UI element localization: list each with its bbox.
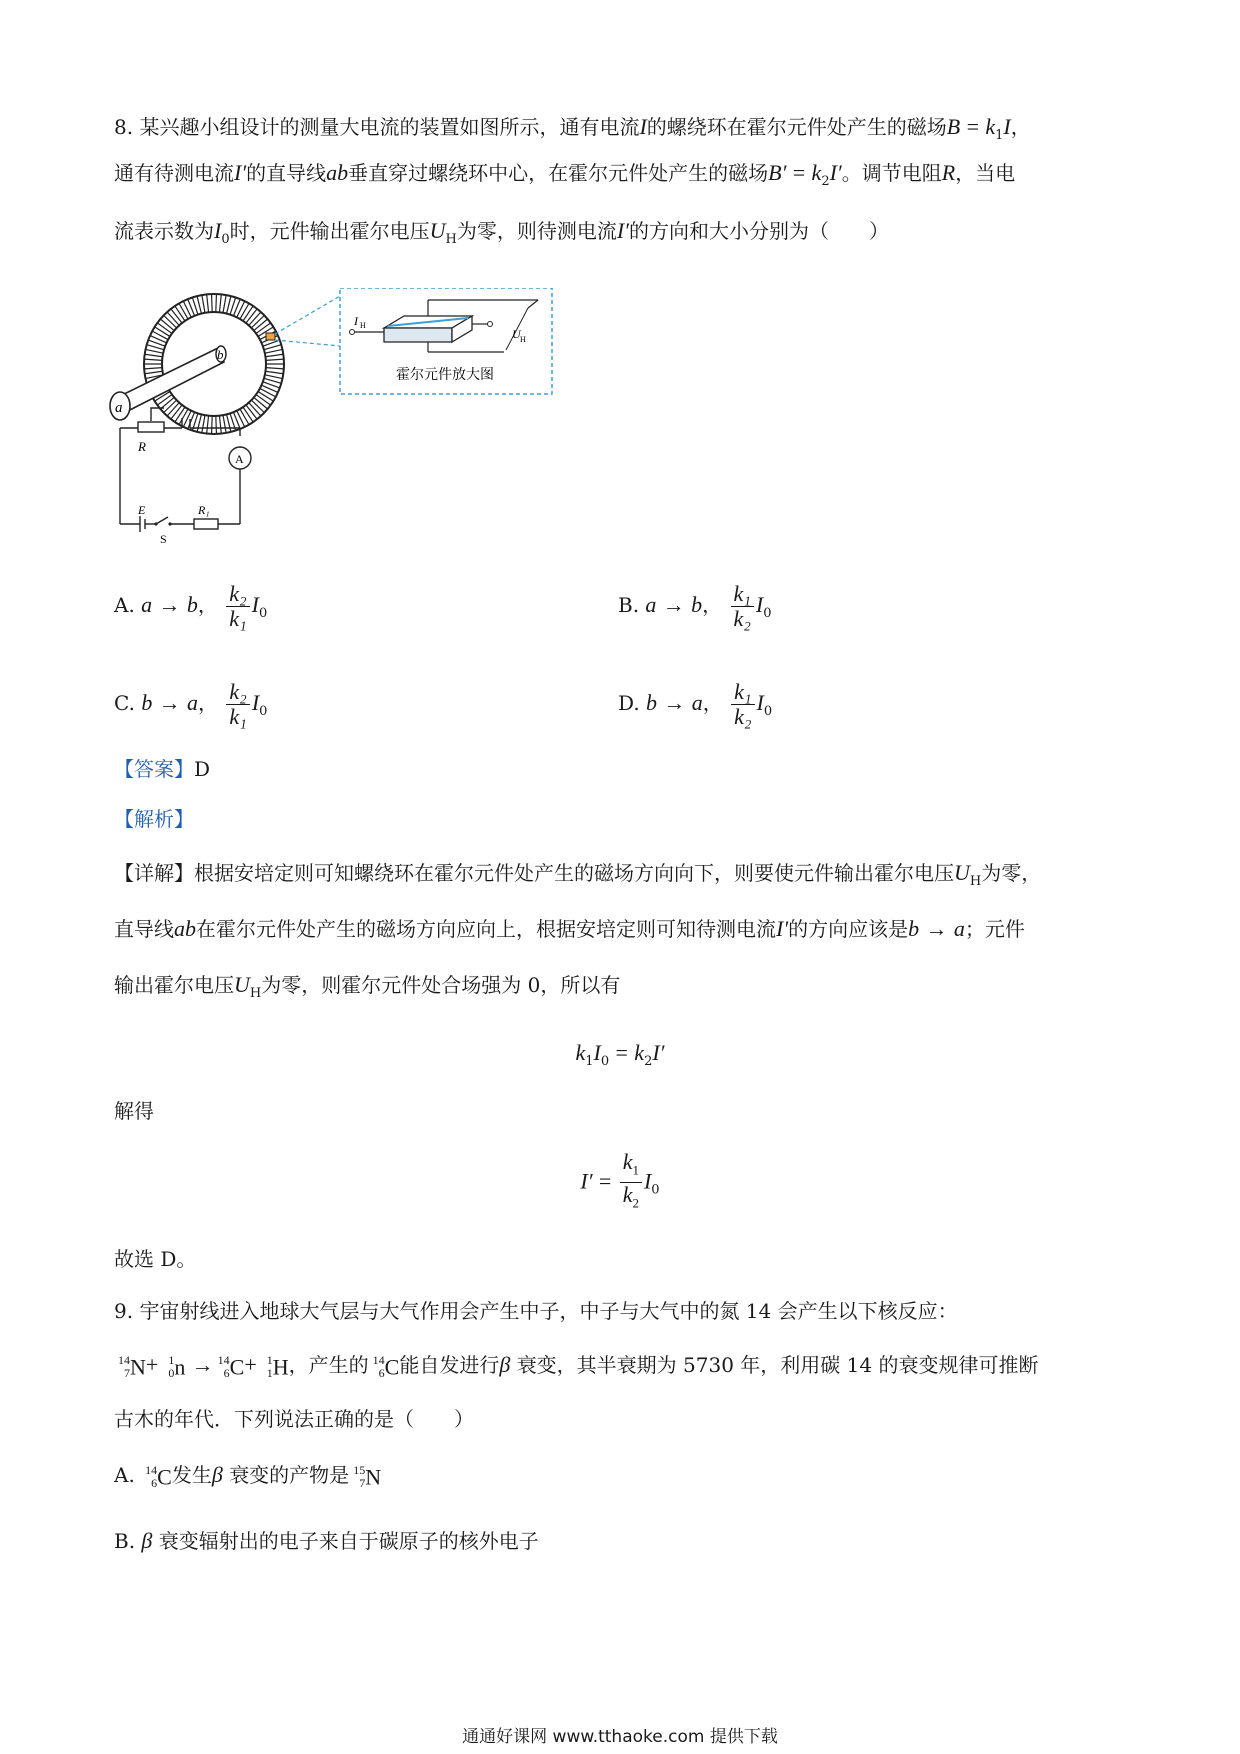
figure-caption: 霍尔元件放大图 bbox=[396, 368, 494, 383]
frac-den: k₂ bbox=[733, 606, 751, 631]
hall-element-magnified bbox=[340, 288, 552, 394]
label-IH: I bbox=[354, 314, 358, 328]
detail-text: 直导线 bbox=[114, 917, 174, 941]
equation-2: I′ = $\frac{k_1}{k_2}$ $I_0$ bbox=[580, 1149, 660, 1211]
analysis-tag: 【解析】 bbox=[114, 807, 194, 831]
q9-option-B[interactable]: B. β 衰变辐射出的电子来自于碳原子的核外电子 bbox=[114, 1528, 539, 1553]
hall-element-small bbox=[266, 333, 275, 340]
q8-text: 为零，则待测电流 bbox=[456, 219, 617, 243]
coil-winding bbox=[212, 416, 213, 434]
frac-num: k₁ bbox=[731, 680, 754, 705]
q8-line-1: 8. 某兴趣小组设计的测量大电流的装置如图所示，通有电流I的螺绕环在霍尔元件处产生的磁场$B = k_1I$， bbox=[114, 114, 1031, 143]
detail-text: 为零，则霍尔元件处合场强为 0，所以有 bbox=[261, 973, 621, 997]
dir-to: a bbox=[691, 690, 703, 715]
detail-text: 在霍尔元件处产生的磁场方向应向上，根据安培定则可知待测电流 bbox=[196, 917, 776, 941]
dir-to: b bbox=[691, 592, 703, 617]
hall-element-figure bbox=[108, 288, 568, 558]
q9-line-1 bbox=[114, 1296, 1130, 1326]
option-label: B. bbox=[618, 593, 640, 617]
q8-text: 的方向和大小分别为（ ） bbox=[628, 219, 889, 243]
detail-text: 根据安培定则可知螺绕环在霍尔元件处产生的磁场方向向下，则要使元件输出霍尔电压 bbox=[194, 861, 954, 885]
answer-tag: 【答案】 bbox=[114, 757, 194, 781]
option-label: A. bbox=[114, 593, 135, 617]
option-text: 衰变的产物是 bbox=[229, 1463, 350, 1487]
detail-line-2: 直导线ab在霍尔元件处产生的磁场方向应向上，根据安培定则可知待测电流I′的方向应该是b → a；元件 bbox=[114, 916, 1025, 941]
q9-number: 9. bbox=[114, 1299, 134, 1323]
q8-line-3: 流表示数为$I_0$时，元件输出霍尔电压$U_H$为零，则待测电流I′的方向和大小分别为（ ） bbox=[114, 218, 889, 247]
analysis-line bbox=[114, 804, 1130, 834]
option-label: A. bbox=[114, 1463, 135, 1487]
label-a: a bbox=[115, 400, 123, 416]
q8-text: 的直导线 bbox=[246, 161, 327, 185]
q8-text: 流表示数为 bbox=[114, 219, 214, 243]
option-label: B. bbox=[114, 1529, 136, 1553]
q9-text: 能自发进行 bbox=[399, 1353, 500, 1377]
equation-1: $k_1I_0 = k_2I'$ bbox=[575, 1040, 665, 1069]
q8-option-A[interactable]: A. a → b， $\frac{\text{k₂}}{\text{k₁}}$ $I_0$ bbox=[114, 581, 268, 631]
q8-option-B[interactable]: B. a → b， $\frac{\text{k₁}}{\text{k₂}}$ $I_0$ bbox=[618, 581, 772, 631]
label-R1: R₁ bbox=[198, 503, 210, 517]
coil-winding bbox=[212, 294, 213, 312]
q9-line-3 bbox=[114, 1404, 1130, 1434]
conclusion-text: 故选 D。 bbox=[114, 1247, 197, 1271]
dir-from: a bbox=[141, 592, 153, 617]
solve-text: 解得 bbox=[114, 1099, 154, 1123]
page-footer: 通通好课网 www.tthaoke.com 提供下载 bbox=[462, 1727, 778, 1747]
label-S: S bbox=[160, 532, 167, 546]
frac-den: k₂ bbox=[734, 704, 752, 729]
dir-to: a bbox=[187, 690, 199, 715]
frac-den: k₁ bbox=[229, 606, 247, 631]
q8-number: 8. bbox=[114, 115, 134, 139]
q9-line-2: 14 7 N+ 1 0 n → 14 6 C+ 1 1 H，产生的 14 6 C能自发进行β 衰变，其半衰期为 5730 年，利用碳 14 的衰变规律可推断 bbox=[118, 1352, 1039, 1381]
q9-text: 衰变，其半衰期为 5730 年，利用碳 14 的衰变规律可推断 bbox=[516, 1353, 1039, 1377]
q8-text: 。调节电阻 bbox=[841, 161, 942, 185]
frac-den: k₁ bbox=[229, 704, 247, 729]
q8-text: 垂直穿过螺绕环中心，在霍尔元件处产生的磁场 bbox=[348, 161, 769, 185]
coil-winding bbox=[216, 294, 217, 312]
q9-text: 古木的年代．下列说法正确的是（ ） bbox=[114, 1407, 474, 1431]
detail-text: ；元件 bbox=[964, 917, 1025, 941]
q8-text: ，当电 bbox=[955, 161, 1016, 185]
q8-option-C[interactable]: C. b → a， $\frac{\text{k₂}}{\text{k₁}}$ $I_0$ bbox=[114, 679, 268, 729]
label-UH-sub: H bbox=[520, 335, 526, 344]
frac-num: k₂ bbox=[226, 680, 249, 705]
q8-text: 某兴趣小组设计的测量大电流的装置如图所示，通有电流 bbox=[139, 115, 640, 139]
label-E: E bbox=[138, 503, 146, 517]
frac-num: k₁ bbox=[731, 582, 754, 607]
frac-num: k₂ bbox=[226, 582, 249, 607]
detail-line-3: 输出霍尔电压$U_H$为零，则霍尔元件处合场强为 0，所以有 bbox=[114, 972, 621, 1001]
dir-from: a bbox=[645, 592, 657, 617]
q9-text: 宇宙射线进入地球大气层与大气作用会产生中子，中子与大气中的氮 14 会产生以下核反应： bbox=[139, 1299, 958, 1323]
option-label: C. bbox=[114, 691, 135, 715]
coil-winding bbox=[216, 416, 217, 434]
label-R: R bbox=[138, 439, 146, 454]
detail-text: 为零， bbox=[981, 861, 1042, 885]
q9-option-A[interactable]: A. 14 6 C发生β 衰变的产物是 15 7 N bbox=[114, 1462, 382, 1491]
q9-text: ，产生的 bbox=[288, 1353, 369, 1377]
q8-text: 通有待测电流 bbox=[114, 161, 234, 185]
ammeter-label: A bbox=[235, 452, 244, 466]
option-text: 衰变辐射出的电子来自于碳原子的核外电子 bbox=[158, 1529, 539, 1553]
q8-text: 的螺绕环在霍尔元件处产生的磁场 bbox=[646, 115, 947, 139]
label-IH-sub: H bbox=[360, 321, 366, 330]
conclusion-line bbox=[114, 1244, 1130, 1274]
option-label: D. bbox=[618, 691, 640, 715]
q8-line-2: 通有待测电流I′的直导线ab垂直穿过螺绕环中心，在霍尔元件处产生的磁场$B' = k_2I'$。调节电阻R，当电 bbox=[114, 160, 1016, 189]
solve-line bbox=[114, 1096, 1130, 1126]
detail-text: 的方向应该是 bbox=[788, 917, 909, 941]
dir-from: b bbox=[646, 690, 658, 715]
answer-line bbox=[114, 754, 1130, 784]
option-text: 发生 bbox=[171, 1463, 212, 1487]
answer-value: D bbox=[194, 757, 211, 781]
label-UH: U bbox=[512, 327, 521, 341]
detail-tag: 【详解】 bbox=[114, 861, 194, 885]
dir-from: b bbox=[141, 690, 153, 715]
detail-text: 输出霍尔电压 bbox=[114, 973, 234, 997]
dir-to: b bbox=[186, 592, 198, 617]
q8-option-D[interactable]: D. b → a， $\frac{\text{k₁}}{\text{k₂}}$ $I_0$ bbox=[618, 679, 773, 729]
q8-text: 时，元件输出霍尔电压 bbox=[229, 219, 430, 243]
label-b: b bbox=[217, 347, 224, 362]
detail-line-1: 【详解】根据安培定则可知螺绕环在霍尔元件处产生的磁场方向向下，则要使元件输出霍尔电压$U_H$为零， bbox=[114, 860, 1042, 889]
